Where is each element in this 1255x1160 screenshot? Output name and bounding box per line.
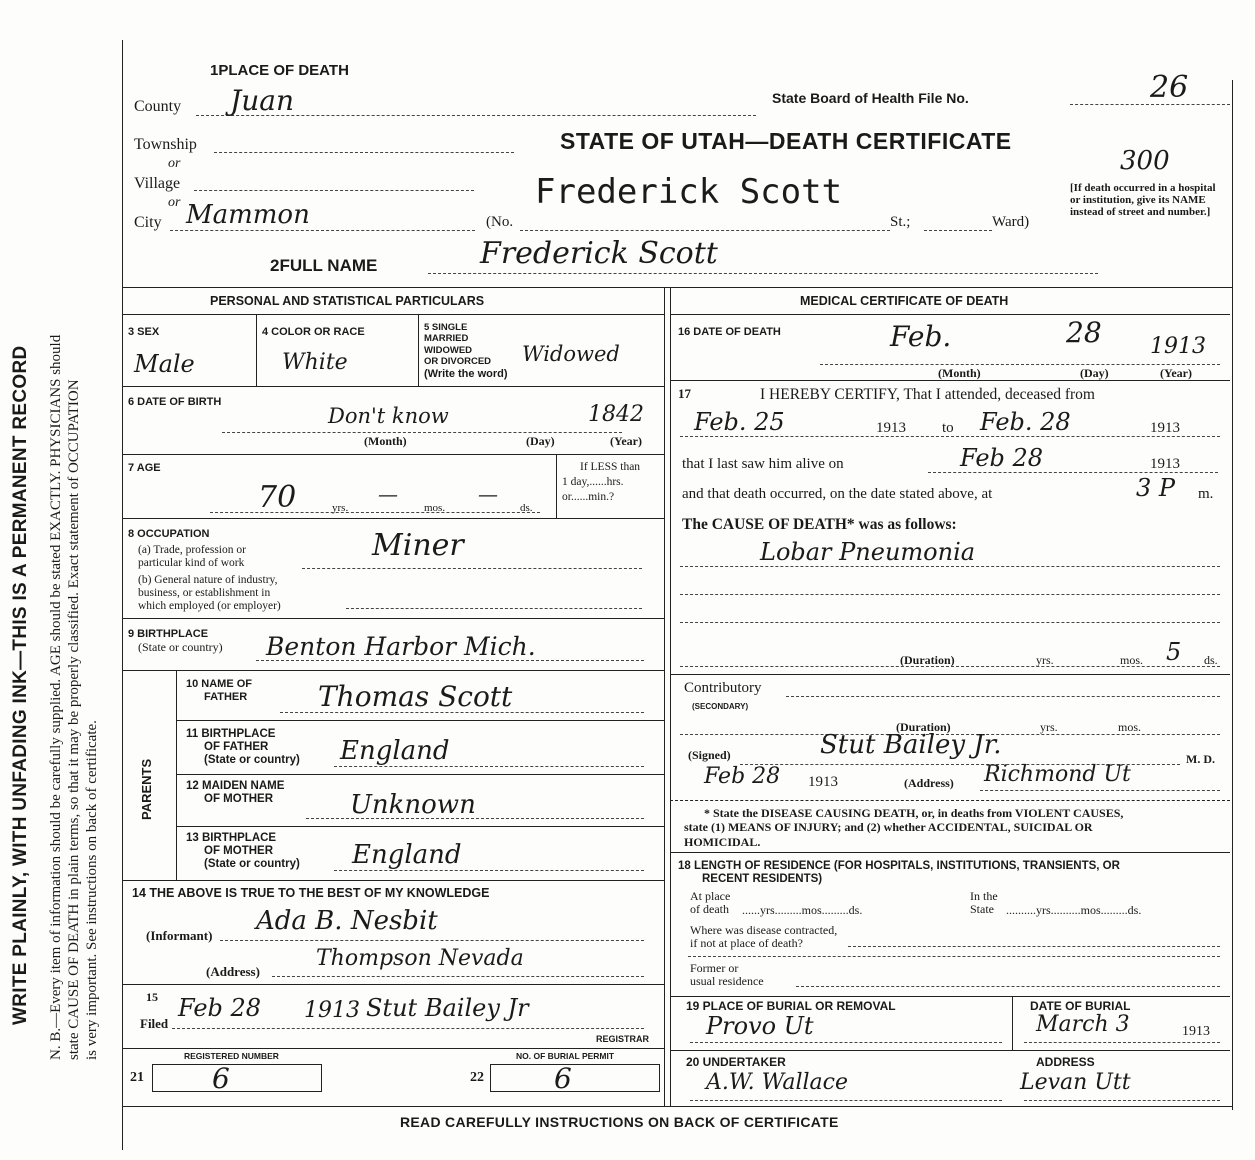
ward-label: Ward)	[992, 214, 1030, 230]
row-line-10	[122, 984, 664, 985]
dob-year: 1842	[588, 402, 644, 427]
father-label-2: FATHER	[204, 690, 248, 703]
former-2: usual residence	[690, 973, 764, 988]
birthplace-line	[256, 660, 644, 661]
death-cause-footnote	[684, 806, 1123, 849]
medical-header-line	[670, 314, 1230, 315]
death-month-caption: (Month)	[938, 366, 981, 380]
occupation-b2: business, or establishment in	[138, 587, 271, 600]
mbp-label-1: 13 BIRTHPLACE	[186, 832, 277, 844]
burial-date-divider	[1012, 996, 1013, 1050]
row-line-7	[176, 774, 664, 775]
occupation-a2: particular kind of work	[138, 557, 245, 570]
center-divider	[670, 287, 671, 1107]
place-of-death-heading: 1PLACE OF DEATH	[210, 62, 349, 79]
row-line-2	[122, 454, 664, 455]
duration-days-value: 5	[1166, 638, 1182, 666]
state-res-2: State	[970, 901, 994, 916]
duration-line	[680, 666, 1220, 667]
cause-line-2	[680, 594, 1220, 595]
birthplace-sub: (State or country)	[138, 640, 223, 654]
father-birthplace-label	[186, 728, 300, 768]
residence-label-1: 18 LENGTH OF RESIDENCE (FOR HOSPITALS, INSTITUTIONS, TRANSIENTS, OR	[678, 860, 1120, 872]
sex-value: Male	[134, 350, 195, 378]
bottom-line	[122, 1106, 1232, 1107]
dob-year-caption: (Year)	[610, 434, 642, 448]
age-ds-label: ds.	[520, 502, 533, 514]
occupation-b3: which employed (or employer)	[138, 600, 281, 613]
mother-birthplace-label	[186, 832, 300, 872]
row-line-9	[122, 880, 664, 881]
father-value: Thomas Scott	[318, 680, 513, 713]
color-divider	[418, 314, 419, 386]
burial-place-value: Provo Ut	[706, 1012, 814, 1040]
burial-date-line	[1024, 1042, 1220, 1043]
fbp-label-1: 11 BIRTHPLACE	[186, 728, 276, 740]
informant-address-value: Thompson Nevada	[316, 946, 524, 971]
place-residence-fill: ......yrs.........mos.........ds.	[742, 903, 863, 917]
mother-line	[306, 818, 644, 819]
death-time-value: 3 P	[1136, 474, 1176, 502]
mother-birthplace-value: England	[352, 840, 462, 870]
registrar-signature: Stut Bailey Jr	[366, 994, 529, 1022]
physician-signature: Stut Bailey Jr.	[820, 730, 1002, 760]
dob-value: Don't know	[328, 404, 449, 428]
street-no-label: (No.	[486, 214, 514, 230]
fbp-label-2: OF FATHER	[204, 741, 269, 754]
filed-year: 1913	[304, 998, 360, 1023]
former-1: Former or	[690, 961, 739, 975]
marital-labels	[424, 322, 508, 381]
dob-month-caption: (Month)	[364, 434, 407, 448]
township-line	[214, 152, 514, 153]
duration2-mos: mos.	[1118, 720, 1142, 734]
less-than-day	[562, 460, 640, 505]
death-month-value: Feb.	[890, 320, 952, 353]
full-name-value: Frederick Scott	[480, 236, 718, 271]
village-label: Village	[134, 175, 181, 192]
age-divider	[556, 454, 557, 518]
age-line	[210, 512, 540, 513]
certificate-number: 300	[1120, 146, 1170, 176]
death-time-m: m.	[1198, 486, 1214, 502]
row-line-11	[122, 1048, 664, 1049]
med-row-line-5	[670, 996, 1230, 997]
birthplace-label: 9 BIRTHPLACE	[128, 628, 209, 640]
row-line-4	[122, 618, 664, 619]
attend-from-value: Feb. 25	[694, 408, 785, 436]
full-name-label: 2FULL NAME	[270, 256, 378, 275]
center-divider-inner	[664, 287, 665, 1107]
med-row-line-3	[670, 800, 1230, 801]
signed-label: (Signed)	[688, 748, 731, 762]
knowledge-statement: 14 THE ABOVE IS TRUE TO THE BEST OF MY KNOWLEDGE	[132, 886, 490, 900]
footnote-line-3: HOMICIDAL.	[684, 834, 761, 849]
death-day-value: 28	[1066, 316, 1102, 349]
parents-divider	[176, 670, 177, 880]
row-line-3	[122, 518, 664, 519]
filed-number: 15	[146, 990, 158, 1004]
or-label-2: or	[168, 195, 181, 210]
color-value: White	[282, 350, 348, 375]
age-mos-label: mos.	[424, 502, 446, 514]
undertaker-line	[690, 1100, 1002, 1101]
registrar-label: REGISTRAR	[596, 1034, 650, 1044]
section-top-line	[122, 287, 1232, 288]
personal-header-line	[122, 314, 664, 315]
cause-of-death-value: Lobar Pneumonia	[760, 538, 976, 566]
place-res-2: of death	[690, 901, 729, 916]
burial-date-value: March 3	[1036, 1012, 1130, 1037]
fbp-line	[334, 766, 644, 767]
mbp-label-2: OF MOTHER	[204, 845, 273, 858]
cause-line-1	[680, 566, 1220, 567]
cause-line-3	[680, 622, 1220, 623]
mbp-line	[334, 870, 644, 871]
signed-year: 1913	[808, 774, 838, 790]
marital-married: MARRIED	[424, 333, 469, 345]
burial-year: 1913	[1182, 1024, 1210, 1039]
or-label-1: or	[168, 156, 181, 171]
age-days-value: —	[478, 482, 498, 506]
burial-permit-value: 6	[554, 1062, 572, 1095]
occupation-label: 8 OCCUPATION	[128, 528, 210, 540]
city-line	[170, 230, 475, 231]
file-no-value: 26	[1150, 70, 1189, 105]
mother-value: Unknown	[350, 790, 476, 820]
attend-line	[680, 436, 1220, 437]
township-label: Township	[134, 136, 197, 153]
burial-date-label: DATE OF BURIAL	[1030, 999, 1131, 1013]
typed-name: Frederick Scott	[535, 172, 843, 212]
med-row-line-2	[670, 674, 1230, 675]
marital-widowed: WIDOWED	[424, 344, 473, 356]
age-months-value: —	[378, 482, 398, 506]
death-date-line	[820, 364, 1220, 365]
death-year-caption: (Year)	[1160, 366, 1192, 380]
registered-number-box	[152, 1064, 322, 1092]
duration2-yrs: yrs.	[1040, 720, 1058, 734]
residence-label-2: RECENT RESIDENTS)	[702, 873, 823, 886]
mother-label-2: OF MOTHER	[204, 793, 273, 806]
duration-yrs: yrs.	[1036, 653, 1054, 667]
certify-number: 17	[678, 386, 691, 401]
contracted-line-2	[688, 956, 1220, 957]
father-line	[280, 712, 644, 713]
former-residence-line	[796, 986, 1220, 987]
med-row-line-1	[670, 380, 1230, 381]
footer-instructions: READ CAREFULLY INSTRUCTIONS ON BACK OF CERTIFICATE	[400, 1114, 839, 1130]
date-of-death-label: 16 DATE OF DEATH	[678, 326, 781, 338]
occupation-b	[138, 574, 281, 614]
dob-line	[222, 432, 622, 433]
state-residence-fill: ..........yrs..........mos.........ds.	[1006, 903, 1142, 917]
attend-to-label: to	[942, 420, 954, 436]
parents-label: PARENTS	[139, 758, 154, 820]
duration-ds: ds.	[1204, 653, 1218, 667]
city-label: City	[134, 214, 162, 231]
attend-to-value: Feb. 28	[980, 408, 1071, 436]
med-row-line-4	[670, 852, 1230, 853]
physician-address-value: Richmond Ut	[984, 762, 1131, 787]
marital-single: 5 SINGLE	[424, 322, 468, 333]
burial-permit-label: NO. OF BURIAL PERMIT	[516, 1051, 615, 1061]
ward-line	[924, 230, 992, 231]
signed-date-value: Feb 28	[704, 764, 781, 789]
occupation-value: Miner	[372, 528, 464, 563]
registered-number-value: 6	[212, 1062, 230, 1095]
physician-address-line	[980, 790, 1220, 791]
row-line-6	[176, 720, 664, 721]
place-res-1: At place	[690, 889, 731, 903]
sex-divider	[256, 314, 257, 386]
registered-number-label: REGISTERED NUMBER	[184, 1051, 279, 1061]
dob-label: 6 DATE OF BIRTH	[128, 396, 222, 408]
mother-label	[186, 780, 284, 806]
last-saw-value: Feb 28	[960, 444, 1044, 472]
cause-of-death-text: The CAUSE OF DEATH* was as follows:	[682, 516, 957, 533]
undertaker-address-value: Levan Utt	[1020, 1070, 1131, 1095]
sex-label: 3 SEX	[128, 326, 160, 338]
residence-label	[678, 860, 1120, 886]
certify-text: I HEREBY CERTIFY, That I attended, deceased from	[760, 386, 1095, 403]
last-saw-text: that I last saw him alive on	[682, 456, 844, 472]
footnote-line-1: * State the DISEASE CAUSING DEATH, or, in deaths from VIOLENT CAUSES,	[704, 806, 1124, 820]
contracted-2: if not at place of death?	[690, 935, 803, 950]
undertaker-value: A.W. Wallace	[706, 1070, 848, 1095]
registered-no-label: 21	[130, 1070, 144, 1085]
burial-place-label: 19 PLACE OF BURIAL OR REMOVAL	[686, 999, 896, 1013]
permit-no-label: 22	[470, 1070, 484, 1085]
in-state-label	[970, 890, 998, 915]
contributory-line	[786, 696, 1220, 697]
undertaker-address-label: ADDRESS	[1036, 1055, 1095, 1069]
contracted-label	[690, 924, 837, 949]
side-note-line3: is very important. See instructions on back of certificate.	[84, 720, 100, 1060]
place-of-death-res-label	[690, 890, 730, 915]
death-day-caption: (Day)	[1080, 366, 1109, 380]
informant-line	[220, 940, 644, 941]
side-note-line1: N. B.—Every item of information should be carefully supplied. AGE should be stated EXACTLY. PHYSICIANS should	[48, 334, 64, 1060]
footnote-line-2: state (1) MEANS OF INJURY; and (2) whether ACCIDENTAL, SUICIDAL OR	[684, 820, 1093, 835]
undertaker-address-line	[1024, 1100, 1220, 1101]
informant-value: Ada B. Nesbit	[256, 906, 438, 936]
duration-mos: mos.	[1120, 653, 1144, 667]
hospital-note: [If death occurred in a hospital or institution, give its NAME instead of street and number.]	[1070, 182, 1216, 219]
undertaker-label: 20 UNDERTAKER	[686, 1055, 786, 1069]
age-value: 70	[258, 480, 297, 515]
certificate-title: STATE OF UTAH—DEATH CERTIFICATE	[560, 128, 1012, 154]
dob-day-caption: (Day)	[526, 434, 555, 448]
county-value: Juan	[230, 84, 294, 117]
row-line-8	[176, 826, 664, 827]
informant-address-label: (Address)	[206, 964, 260, 979]
last-saw-year: 1913	[1150, 456, 1180, 472]
occupation-b1: (b) General nature of industry,	[138, 574, 278, 586]
occupation-a1: (a) Trade, profession or	[138, 544, 246, 556]
marital-divorced: OR DIVORCED	[424, 356, 492, 368]
secondary-label: (SECONDARY)	[692, 702, 749, 711]
occupation-line-a	[302, 568, 642, 569]
last-saw-line	[928, 472, 1218, 473]
former-residence-label	[690, 962, 764, 987]
occupation-line-b	[346, 608, 642, 609]
marital-value: Widowed	[522, 342, 620, 366]
medical-header: MEDICAL CERTIFICATE OF DEATH	[800, 294, 1009, 308]
filed-label: Filed	[140, 1016, 169, 1031]
filed-line	[172, 1028, 644, 1029]
full-name-line	[428, 273, 1098, 274]
filed-value: Feb 28	[178, 994, 262, 1022]
village-line	[194, 190, 474, 191]
mother-label-1: 12 MAIDEN NAME	[186, 780, 285, 792]
physician-address-label: (Address)	[904, 776, 954, 790]
age-yrs-label: yrs.	[332, 502, 349, 514]
attend-from-year: 1913	[876, 420, 906, 436]
contributory-label: Contributory	[684, 680, 762, 696]
state-res-1: In the	[970, 889, 998, 903]
row-line-1	[122, 386, 664, 387]
mbp-label-3: (State or country)	[204, 858, 300, 871]
file-no-label: State Board of Health File No.	[772, 90, 969, 106]
form-right-edge	[1232, 80, 1233, 1110]
county-label: County	[134, 98, 182, 115]
personal-header: PERSONAL AND STATISTICAL PARTICULARS	[210, 294, 485, 308]
informant-address-line	[272, 976, 644, 977]
age-label: 7 AGE	[128, 462, 161, 474]
less-line-3: or......min.?	[562, 490, 615, 503]
father-label-1: 10 NAME OF	[186, 678, 253, 690]
occupation-a	[138, 544, 246, 570]
side-note-line2: state CAUSE OF DEATH in plain terms, so that it may be properly classified. Exact statement of OCCUPATION	[66, 379, 82, 1060]
less-line-1: If LESS than	[580, 461, 641, 473]
death-occurred-text: and that death occurred, on the date stated above, at	[682, 486, 993, 502]
street-line	[520, 230, 890, 231]
duration2-label: (Duration)	[896, 720, 951, 734]
street-label: St.;	[890, 214, 911, 230]
father-label	[186, 678, 252, 703]
burial-place-line	[690, 1042, 1002, 1043]
informant-label: (Informant)	[146, 928, 213, 943]
side-permanent-record: WRITE PLAINLY, WITH UNFADING INK—THIS IS A PERMANENT RECORD	[10, 345, 31, 1025]
md-label: M. D.	[1186, 752, 1215, 766]
burial-permit-box	[490, 1064, 660, 1092]
death-year-value: 1913	[1150, 334, 1206, 359]
med-row-line-6	[670, 1050, 1230, 1051]
fbp-label-3: (State or country)	[204, 754, 300, 767]
city-value: Mammon	[186, 200, 310, 230]
row-line-5	[122, 670, 664, 671]
attend-to-year: 1913	[1150, 420, 1180, 436]
birthplace-value: Benton Harbor Mich.	[266, 632, 536, 661]
color-label: 4 COLOR OR RACE	[262, 326, 365, 338]
contracted-1: Where was disease contracted,	[690, 923, 838, 937]
duration-label: (Duration)	[900, 653, 955, 667]
marital-write-word: (Write the word)	[424, 367, 508, 380]
father-birthplace-value: England	[340, 736, 450, 766]
contracted-line	[848, 946, 1220, 947]
less-line-2: 1 day,......hrs.	[562, 475, 624, 488]
